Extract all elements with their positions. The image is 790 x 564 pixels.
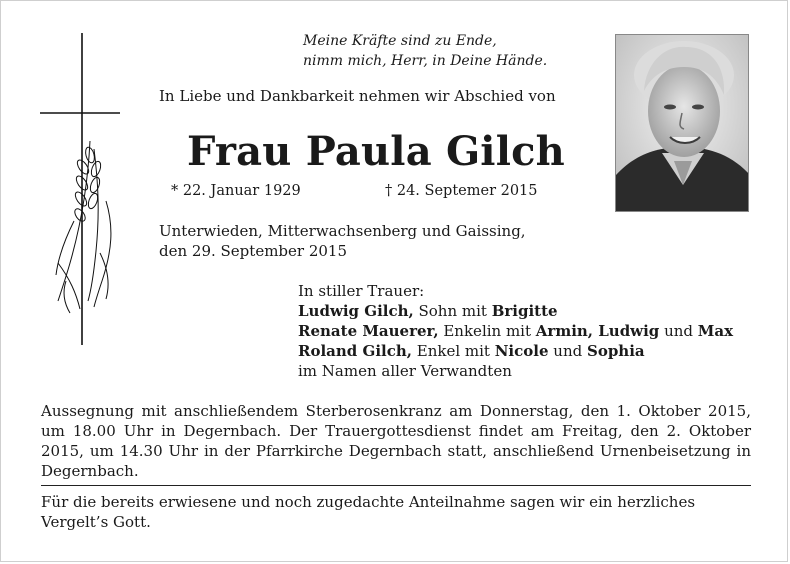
mourner-row xyxy=(298,301,768,321)
place-and-date xyxy=(159,221,589,261)
mourner-row xyxy=(298,321,768,341)
mourners-closing: im Namen aller Verwandten xyxy=(298,362,512,380)
place-line: Unterwieden, Mitterwachsenberg und Gaissing, xyxy=(159,222,526,240)
motto-line-2: nimm mich, Herr, in Deine Hände. xyxy=(303,53,548,69)
relation-text: Enkel mit xyxy=(411,342,495,360)
mourner-row xyxy=(298,341,768,361)
section-divider xyxy=(41,485,751,486)
date-line: den 29. September 2015 xyxy=(159,242,348,260)
relation-text: Sohn mit xyxy=(413,302,492,320)
mourner-name: Renate Mauerer, xyxy=(298,322,439,340)
deceased-name: Frau Paula Gilch xyxy=(187,128,565,175)
mourners-list xyxy=(298,281,768,381)
portrait-photo xyxy=(615,34,749,212)
mourner-name: Ludwig Gilch, xyxy=(298,302,414,320)
partner-name: Max xyxy=(697,322,734,340)
conjunction-text: und xyxy=(548,342,587,360)
relation-text: Enkelin mit xyxy=(438,322,536,340)
partner-name: Brigitte xyxy=(491,302,558,320)
mourner-name: Roland Gilch, xyxy=(298,342,412,360)
partner-name: Sophia xyxy=(586,342,645,360)
motto-verse xyxy=(303,31,547,71)
partner-name: Nicole xyxy=(494,342,549,360)
partner-name: Armin, Ludwig xyxy=(535,322,660,340)
funeral-details: Aussegnung mit anschließendem Sterberosenkranz am Donnerstag, den 1. Oktober 2015, um 18.00 Uhr in Degernbach. Der Trauergottesdienst findet am Freitag, den 2. Oktober 2015, um 14.30 Uhr in der Pfarrkirche Degernbach statt, anschließend Urnenbeisetzung in Degernbach. xyxy=(41,402,751,480)
birth-date: * 22. Januar 1929 xyxy=(171,183,301,199)
mourners-heading: In stiller Trauer: xyxy=(298,282,425,300)
farewell-intro: In Liebe und Dankbarkeit nehmen wir Abschied von xyxy=(159,87,556,105)
death-date: † 24. Septemer 2015 xyxy=(385,183,538,199)
conjunction-text: und xyxy=(659,322,698,340)
motto-line-1: Meine Kräfte sind zu Ende, xyxy=(303,33,497,49)
portrait-illustration xyxy=(616,35,749,212)
thanks-note: Für die bereits erwiesene und noch zugedachte Anteilnahme sagen wir ein herzliches Vergelt’s Gott. xyxy=(41,493,696,531)
cross-with-wheat-icon xyxy=(36,31,136,347)
